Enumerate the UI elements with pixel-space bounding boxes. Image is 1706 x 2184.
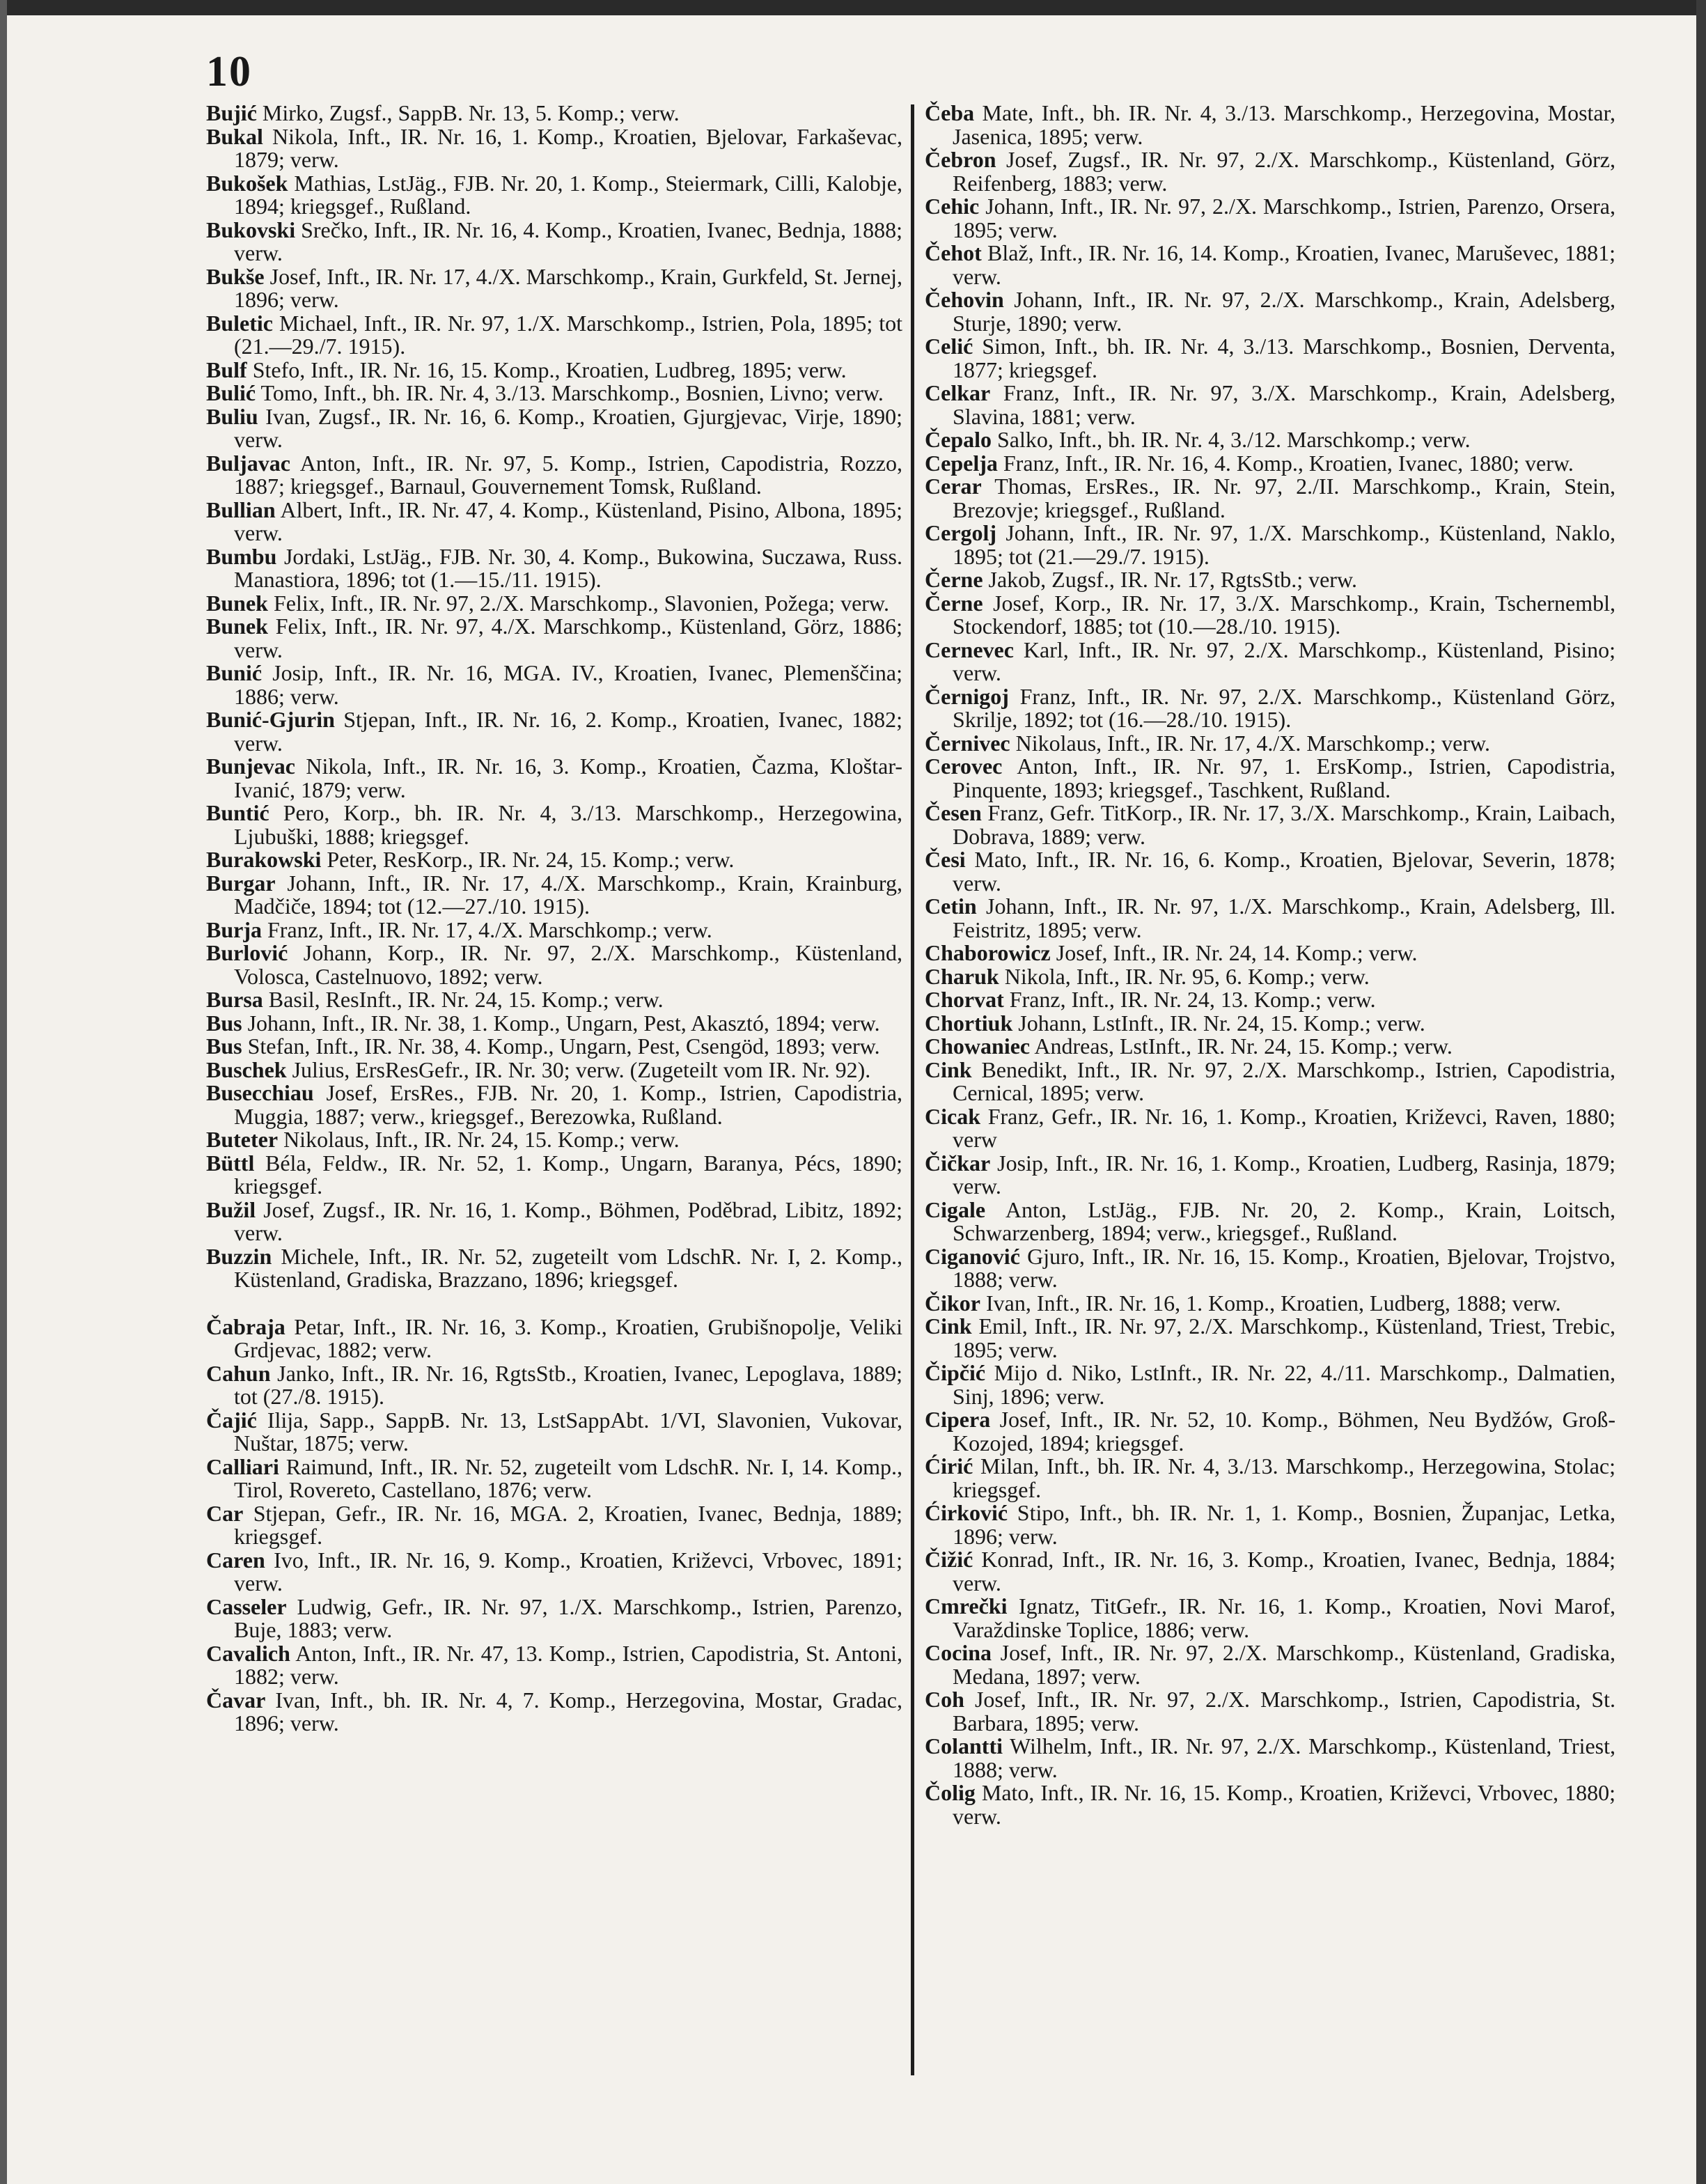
entry-details: Mato, Inft., IR. Nr. 16, 15. Komp., Kroatien, Križevci, Vrbovec, 1880; verw. bbox=[953, 1780, 1616, 1829]
entry-surname: Bužil bbox=[206, 1196, 256, 1222]
register-entry bbox=[925, 1292, 1615, 1316]
register-entry bbox=[925, 802, 1615, 848]
entry-surname: Cahun bbox=[206, 1360, 271, 1386]
entry-surname: Cernevec bbox=[925, 637, 1014, 662]
register-entry bbox=[925, 1502, 1615, 1548]
scan-edge-left bbox=[0, 0, 7, 2184]
register-entry bbox=[925, 1548, 1615, 1595]
register-entry bbox=[925, 1056, 1616, 1105]
entry-details: Stefan, Inft., IR. Nr. 38, 4. Komp., Ungarn, Pest, Csengöd, 1893; verw. bbox=[247, 1034, 880, 1059]
entry-surname: Cipera bbox=[925, 1407, 991, 1432]
entry-surname: Busecchiau bbox=[206, 1080, 314, 1105]
entry-details: Benedikt, Inft., IR. Nr. 97, 2./X. Marschkomp., Istrien, Capodistria, Cernical, 1895; verw. bbox=[953, 1056, 1616, 1105]
register-entry bbox=[206, 1549, 902, 1596]
register-entry bbox=[925, 1035, 1615, 1059]
register-entry bbox=[925, 102, 1615, 148]
entry-details: Mirko, Zugsf., SappB. Nr. 13, 5. Komp.; verw. bbox=[262, 100, 680, 125]
entry-details: Petar, Inft., IR. Nr. 16, 3. Komp., Kroatien, Grubišnopolje, Veliki Grdjevac, 1882; verw. bbox=[234, 1313, 903, 1362]
entry-details: Ignatz, TitGefr., IR. Nr. 16, 1. Komp., Kroatien, Novi Marof, Varaždinske Toplice, 1886; verw. bbox=[953, 1593, 1615, 1642]
entry-surname: Čižić bbox=[925, 1547, 973, 1572]
entry-details: Jordaki, LstJäg., FJB. Nr. 30, 4. Komp., Bukowina, Suczawa, Russ. Manastiora, 1896; tot (1.—15./11. 1915). bbox=[234, 543, 903, 592]
register-entry bbox=[925, 1315, 1615, 1362]
entry-surname: Bumbu bbox=[206, 543, 277, 569]
entry-surname: Buteter bbox=[206, 1127, 279, 1152]
entry-surname: Černigoj bbox=[925, 683, 1009, 709]
page-number: 10 bbox=[206, 48, 252, 95]
entry-details: Franz, Inft., IR. Nr. 97, 3./X. Marschkomp., Krain, Adelsberg, Slavina, 1881; verw. bbox=[953, 380, 1616, 429]
entry-surname: Cocina bbox=[925, 1640, 992, 1665]
register-entry bbox=[925, 428, 1615, 452]
entry-details: Ivan, Inft., bh. IR. Nr. 4, 7. Komp., Herzegovina, Mostar, Gradac, 1896; verw. bbox=[234, 1687, 903, 1736]
entry-surname: Burja bbox=[206, 916, 262, 942]
register-entry bbox=[206, 219, 902, 265]
entry-details: Wilhelm, Inft., IR. Nr. 97, 2./X. Marschkomp., Küstenland, Triest, 1888; verw. bbox=[953, 1733, 1616, 1782]
entry-details: Ivan, Inft., IR. Nr. 16, 1. Komp., Kroatien, Ludberg, 1888; verw. bbox=[986, 1290, 1561, 1316]
register-entry bbox=[925, 685, 1615, 732]
entry-details: Simon, Inft., bh. IR. Nr. 4, 3./13. Marschkomp., Bosnien, Derventa, 1877; kriegsgef. bbox=[953, 334, 1616, 382]
entry-surname: Česi bbox=[925, 847, 966, 872]
entry-surname: Casseler bbox=[206, 1593, 287, 1619]
entry-details: Josip, Inft., IR. Nr. 16, 1. Komp., Kroatien, Ludberg, Rasinja, 1879; verw. bbox=[953, 1150, 1615, 1199]
entry-surname: Buschek bbox=[206, 1056, 287, 1082]
register-entry bbox=[206, 662, 902, 708]
register-entry bbox=[925, 382, 1615, 428]
register-entry bbox=[925, 1408, 1615, 1455]
entry-details: Anton, Inft., IR. Nr. 97, 1. ErsKomp., Istrien, Capodistria, Pinquente, 1893; kriegsgef., Taschkent, Rußland. bbox=[953, 754, 1616, 802]
entry-surname: Česen bbox=[925, 800, 982, 825]
entry-details: Janko, Inft., IR. Nr. 16, RgtsStb., Kroatien, Ivanec, Lepoglava, 1889; tot (27./8. 1915). bbox=[234, 1360, 903, 1409]
register-entry bbox=[206, 916, 902, 942]
entry-surname: Celić bbox=[925, 334, 973, 359]
entry-surname: Čipčić bbox=[925, 1360, 986, 1385]
entry-surname: Cink bbox=[925, 1056, 972, 1082]
register-entry bbox=[206, 1056, 902, 1082]
entry-surname: Černivec bbox=[925, 730, 1010, 756]
entry-surname: Cicak bbox=[925, 1103, 980, 1129]
entry-details: Josef, Inft., IR. Nr. 24, 14. Komp.; verw. bbox=[1056, 940, 1418, 965]
entry-surname: Cehic bbox=[925, 194, 980, 219]
entry-surname: Bulić bbox=[206, 380, 256, 405]
entry-details: Nikola, Inft., IR. Nr. 16, 3. Komp., Kroatien, Čazma, Kloštar-Ivanić, 1879; verw. bbox=[234, 754, 903, 802]
entry-surname: Burgar bbox=[206, 870, 276, 896]
register-entry bbox=[925, 1196, 1616, 1245]
entry-surname: Čolig bbox=[925, 1780, 976, 1805]
entry-surname: Burlović bbox=[206, 940, 288, 965]
register-entry bbox=[206, 592, 902, 616]
entry-details: Franz, Gefr., IR. Nr. 16, 1. Komp., Kroatien, Križevci, Raven, 1880; verw bbox=[953, 1103, 1616, 1152]
register-entry bbox=[925, 988, 1615, 1012]
entry-details: Josef, Inft., IR. Nr. 97, 2./X. Marschkomp., Istrien, Capodistria, St. Barbara, 1895; verw. bbox=[953, 1687, 1616, 1736]
entry-details: Stefo, Inft., IR. Nr. 16, 15. Komp., Kroatien, Ludbreg, 1895; verw. bbox=[252, 357, 847, 382]
entry-details: Josef, Inft., IR. Nr. 97, 2./X. Marschkomp., Küstenland, Gradiska, Medana, 1897; verw. bbox=[953, 1640, 1615, 1689]
register-entry bbox=[925, 288, 1615, 335]
register-entry bbox=[206, 125, 902, 172]
entry-surname: Calliari bbox=[206, 1453, 279, 1479]
register-entry bbox=[925, 1105, 1615, 1152]
entry-details: Felix, Inft., IR. Nr. 97, 4./X. Marschkomp., Küstenland, Görz, 1886; verw. bbox=[234, 614, 903, 662]
entry-details: Tomo, Inft., bh. IR. Nr. 4, 3./13. Marschkomp., Bosnien, Livno; verw. bbox=[260, 380, 884, 405]
register-entry bbox=[206, 382, 902, 405]
register-entry bbox=[925, 1641, 1615, 1688]
entry-details: Konrad, Inft., IR. Nr. 16, 3. Komp., Kroatien, Ivanec, Bednja, 1884; verw. bbox=[953, 1547, 1616, 1596]
entry-details: Franz, Inft., IR. Nr. 97, 2./X. Marschkomp., Küstenland Görz, Skrilje, 1892; tot (16.—28./10. 1915). bbox=[953, 683, 1616, 732]
register-entry bbox=[206, 102, 902, 125]
entry-details: Jakob, Zugsf., IR. Nr. 17, RgtsStb.; verw. bbox=[988, 567, 1357, 592]
right-column bbox=[925, 102, 1615, 1828]
register-entry bbox=[925, 1781, 1615, 1828]
entry-details: Ivan, Zugsf., IR. Nr. 16, 6. Komp., Kroatien, Gjurgjevac, Virje, 1890; verw. bbox=[234, 403, 903, 452]
entry-surname: Büttl bbox=[206, 1150, 255, 1176]
entry-surname: Bunjevac bbox=[206, 754, 295, 779]
entry-surname: Car bbox=[206, 1500, 244, 1526]
entry-surname: Bunić bbox=[206, 660, 263, 685]
entry-details: Johann, Inft., IR. Nr. 38, 1. Komp., Ungarn, Pest, Akasztó, 1894; verw. bbox=[247, 1010, 880, 1036]
entry-surname: Čeba bbox=[925, 100, 975, 125]
entry-details: Pero, Korp., bh. IR. Nr. 4, 3./13. Marschkomp., Herzegowina, Ljubuški, 1888; kriegsgef. bbox=[234, 800, 902, 849]
entry-surname: Cavalich bbox=[206, 1640, 290, 1666]
register-entry bbox=[206, 1453, 903, 1502]
register-entry bbox=[925, 1735, 1615, 1781]
register-entry bbox=[925, 732, 1615, 756]
register-entry bbox=[206, 405, 902, 452]
entry-details: Peter, ResKorp., IR. Nr. 24, 15. Komp.; verw. bbox=[327, 847, 735, 872]
entry-details: Stjepan, Inft., IR. Nr. 16, 2. Komp., Kroatien, Ivanec, 1882; verw. bbox=[234, 707, 903, 756]
register-entry bbox=[206, 499, 902, 545]
register-entry bbox=[206, 1128, 902, 1152]
entry-surname: Čikor bbox=[925, 1290, 980, 1316]
entry-surname: Buljavac bbox=[206, 450, 290, 476]
entry-surname: Bunek bbox=[206, 614, 268, 639]
register-entry bbox=[925, 242, 1615, 288]
entry-details: Ludwig, Gefr., IR. Nr. 97, 1./X. Marschkomp., Istrien, Parenzo, Buje, 1883; verw. bbox=[234, 1593, 903, 1642]
register-entry bbox=[925, 895, 1615, 942]
entry-surname: Buntić bbox=[206, 800, 269, 825]
entry-details: Basil, ResInft., IR. Nr. 24, 15. Komp.; verw. bbox=[268, 987, 664, 1012]
entry-surname: Ciganović bbox=[925, 1243, 1020, 1269]
register-entry bbox=[925, 755, 1615, 802]
entry-details: Andreas, LstInft., IR. Nr. 24, 15. Komp.; verw. bbox=[1034, 1034, 1453, 1059]
entry-details: Franz, Inft., IR. Nr. 24, 13. Komp.; verw. bbox=[1009, 987, 1376, 1012]
entry-surname: Bus bbox=[206, 1034, 242, 1059]
section-gap bbox=[206, 1292, 902, 1316]
entry-surname: Bujić bbox=[206, 100, 257, 125]
register-entry bbox=[206, 1409, 902, 1456]
entry-details: Franz, Inft., IR. Nr. 17, 4./X. Marschkomp.; verw. bbox=[267, 916, 712, 942]
entry-details: Mathias, LstJäg., FJB. Nr. 20, 1. Komp., Steiermark, Cilli, Kalobje, 1894; kriegsgef., Rußland. bbox=[234, 170, 903, 219]
entry-details: Josef, Zugsf., IR. Nr. 97, 2./X. Marschkomp., Küstenland, Görz, Reifenberg, 1883; verw. bbox=[953, 147, 1616, 196]
register-entry bbox=[206, 755, 902, 802]
entry-details: Blaž, Inft., IR. Nr. 16, 14. Komp., Kroatien, Ivanec, Maruševec, 1881; verw. bbox=[953, 240, 1616, 289]
register-entry bbox=[925, 522, 1615, 568]
entry-details: Nikola, Inft., IR. Nr. 16, 1. Komp., Kroatien, Bjelovar, Farkaševac, 1879; verw. bbox=[234, 123, 903, 172]
entry-details: Johann, Inft., IR. Nr. 97, 2./X. Marschkomp., Krain, Adelsberg, Sturje, 1890; verw. bbox=[953, 287, 1616, 336]
entry-details: Albert, Inft., IR. Nr. 47, 4. Komp., Küstenland, Pisino, Albona, 1895; verw. bbox=[234, 497, 903, 545]
entry-details: Nikolaus, Inft., IR. Nr. 24, 15. Komp.; verw. bbox=[283, 1127, 680, 1152]
entry-surname: Bursa bbox=[206, 987, 263, 1012]
entry-details: Johann, Inft., IR. Nr. 97, 1./X. Marschkomp., Krain, Adelsberg, Ill. Feistritz, 1895; verw. bbox=[953, 894, 1616, 942]
entry-details: Michael, Inft., IR. Nr. 97, 1./X. Marschkomp., Istrien, Pola, 1895; tot (21.—29./7. 1915). bbox=[234, 310, 903, 359]
entry-details: Salko, Inft., bh. IR. Nr. 4, 3./12. Marschkomp.; verw. bbox=[997, 427, 1471, 452]
entry-details: Mato, Inft., IR. Nr. 16, 6. Komp., Kroatien, Bjelovar, Severin, 1878; verw. bbox=[953, 847, 1616, 896]
entry-surname: Cerovec bbox=[925, 754, 1003, 779]
entry-surname: Coh bbox=[925, 1687, 964, 1712]
entry-details: Stipo, Inft., bh. IR. Nr. 1, 1. Komp., Bosnien, Županjac, Letka, 1896; verw. bbox=[953, 1500, 1616, 1549]
entry-details: Josef, ErsRes., FJB. Nr. 20, 1. Komp., Istrien, Capodistria, Muggia, 1887; verw., kriegsgef., Berezowka, Rußland. bbox=[234, 1080, 903, 1129]
register-entry bbox=[206, 1642, 902, 1689]
register-entry bbox=[206, 802, 902, 848]
entry-details: Josip, Inft., IR. Nr. 16, MGA. IV., Kroatien, Ivanec, Plemenščina; 1886; verw. bbox=[234, 660, 903, 709]
entry-details: Mate, Inft., bh. IR. Nr. 4, 3./13. Marschkomp., Herzegovina, Mostar, Jasenica, 1895; verw. bbox=[953, 100, 1616, 149]
register-entry bbox=[206, 452, 902, 499]
entry-surname: Ćirić bbox=[925, 1453, 973, 1479]
entry-details: Emil, Inft., IR. Nr. 97, 2./X. Marschkomp., Küstenland, Triest, Trebic, 1895; verw. bbox=[953, 1313, 1616, 1362]
entry-surname: Černe bbox=[925, 567, 983, 592]
entry-details: Ivo, Inft., IR. Nr. 16, 9. Komp., Kroatien, Križevci, Vrbovec, 1891; verw. bbox=[234, 1547, 903, 1596]
register-entry bbox=[925, 452, 1615, 476]
register-entry bbox=[925, 335, 1615, 382]
entry-details: Julius, ErsResGefr., IR. Nr. 30; verw. (Zugeteilt vom IR. Nr. 92). bbox=[292, 1056, 871, 1082]
register-entry bbox=[206, 1012, 902, 1036]
entry-details: Josef, Korp., IR. Nr. 17, 3./X. Marschkomp., Krain, Tschernembl, Stockendorf, 1885; tot (10.—28./10. 1915). bbox=[953, 590, 1616, 639]
entry-surname: Čepalo bbox=[925, 427, 992, 452]
register-entry bbox=[206, 1313, 903, 1362]
entry-details: Josef, Zugsf., IR. Nr. 16, 1. Komp., Böhmen, Poděbrad, Libitz, 1892; verw. bbox=[234, 1196, 903, 1245]
register-entry bbox=[925, 639, 1615, 685]
entry-surname: Chaborowicz bbox=[925, 940, 1051, 965]
entry-details: Ilija, Sapp., SappB. Nr. 13, LstSappAbt. 1/VI, Slavonien, Vukovar, Nuštar, 1875; verw. bbox=[234, 1407, 903, 1456]
entry-surname: Bukošek bbox=[206, 170, 288, 196]
register-entry bbox=[925, 1152, 1615, 1199]
entry-surname: Buletic bbox=[206, 310, 273, 336]
entry-details: Johann, Inft., IR. Nr. 17, 4./X. Marschkomp., Krain, Krainburg, Madčiče, 1894; tot (12.—27./10. 1915). bbox=[234, 870, 903, 919]
entry-details: Josef, Inft., IR. Nr. 52, 10. Komp., Böhmen, Neu Bydžów, Groß-Kozojed, 1894; kriegsgef. bbox=[953, 1407, 1616, 1456]
left-column bbox=[206, 102, 902, 1736]
entry-surname: Čehovin bbox=[925, 287, 1004, 312]
entry-details: Thomas, ErsRes., IR. Nr. 97, 2./II. Marschkomp., Krain, Stein, Brezovje; kriegsgef., Rußland. bbox=[953, 474, 1616, 522]
entry-surname: Čičkar bbox=[925, 1150, 991, 1176]
entry-surname: Caren bbox=[206, 1547, 265, 1573]
register-entry bbox=[925, 592, 1615, 639]
entry-details: Karl, Inft., IR. Nr. 97, 2./X. Marschkomp., Küstenland, Pisino; verw. bbox=[953, 637, 1616, 685]
entry-surname: Cergolj bbox=[925, 520, 997, 545]
entry-surname: Cerar bbox=[925, 474, 982, 499]
entry-surname: Čavar bbox=[206, 1687, 266, 1713]
register-entry bbox=[925, 568, 1615, 592]
scan-edge-top bbox=[0, 0, 1706, 15]
entry-surname: Bunek bbox=[206, 590, 268, 616]
entry-surname: Ćirković bbox=[925, 1500, 1008, 1525]
entry-surname: Bunić-Gjurin bbox=[206, 707, 335, 732]
entry-surname: Chowaniec bbox=[925, 1034, 1031, 1059]
entry-surname: Čehot bbox=[925, 240, 982, 265]
entry-surname: Cmrečki bbox=[925, 1593, 1008, 1618]
register-entry bbox=[206, 1362, 902, 1409]
register-entry bbox=[925, 148, 1615, 195]
entry-details: Johann, Inft., IR. Nr. 97, 1./X. Marschkomp., Küstenland, Naklo, 1895; tot (21.—29./7. 1915). bbox=[953, 520, 1616, 569]
register-entry bbox=[206, 1082, 902, 1128]
entry-details: Nikolaus, Inft., IR. Nr. 17, 4./X. Marschkomp.; verw. bbox=[1015, 730, 1490, 756]
register-entry bbox=[206, 312, 902, 359]
register-entry bbox=[925, 1455, 1615, 1502]
entry-details: Srečko, Inft., IR. Nr. 16, 4. Komp., Kroatien, Ivanec, Bednja, 1888; verw. bbox=[234, 217, 903, 265]
entry-surname: Černe bbox=[925, 590, 983, 616]
entry-surname: Buzzin bbox=[206, 1243, 272, 1269]
entry-details: Franz, Inft., IR. Nr. 16, 4. Komp., Kroatien, Ivanec, 1880; verw. bbox=[1003, 450, 1574, 476]
entry-surname: Colantti bbox=[925, 1733, 1003, 1758]
entry-surname: Bukovski bbox=[206, 217, 296, 242]
register-entry bbox=[206, 848, 902, 872]
entry-details: Anton, LstJäg., FJB. Nr. 20, 2. Komp., Krain, Loitsch, Schwarzenberg, 1894; verw., kriegsgef., Rußland. bbox=[953, 1196, 1616, 1245]
register-entry bbox=[206, 1502, 902, 1549]
register-entry bbox=[925, 1362, 1615, 1408]
register-entry bbox=[206, 988, 902, 1012]
entry-surname: Buliu bbox=[206, 403, 258, 429]
entry-surname: Burakowski bbox=[206, 847, 322, 872]
register-entry bbox=[206, 359, 902, 382]
entry-details: Mijo d. Niko, LstInft., IR. Nr. 22, 4./11. Marschkomp., Dalmatien, Sinj, 1896; verw. bbox=[953, 1360, 1616, 1409]
entry-surname: Bulf bbox=[206, 357, 247, 382]
register-entry bbox=[206, 545, 902, 592]
entry-details: Michele, Inft., IR. Nr. 52, zugeteilt vom LdschR. Nr. I, 2. Komp., Küstenland, Gradiska, Brazzano, 1896; kriegsgef. bbox=[234, 1243, 903, 1292]
register-entry bbox=[925, 475, 1615, 522]
entry-details: Johann, Korp., IR. Nr. 97, 2./X. Marschkomp., Küstenland, Volosca, Castelnuovo, 1892; verw. bbox=[234, 940, 903, 989]
register-entry bbox=[925, 848, 1615, 895]
register-entry bbox=[206, 1152, 902, 1199]
entry-details: Raimund, Inft., IR. Nr. 52, zugeteilt vom LdschR. Nr. I, 14. Komp., Tirol, Rovereto, Castellano, 1876; verw. bbox=[234, 1453, 903, 1502]
register-entry bbox=[925, 1245, 1615, 1292]
entry-details: Nikola, Inft., IR. Nr. 95, 6. Komp.; verw. bbox=[1004, 963, 1370, 989]
entry-details: Anton, Inft., IR. Nr. 97, 5. Komp., Istrien, Capodistria, Rozzo, 1887; kriegsgef., Barnaul, Gouvernement Tomsk, Rußland. bbox=[234, 450, 903, 499]
column-divider bbox=[911, 104, 914, 2075]
register-entry bbox=[925, 1012, 1615, 1036]
entry-surname: Bus bbox=[206, 1010, 242, 1036]
entry-surname: Bullian bbox=[206, 497, 276, 522]
entry-surname: Charuk bbox=[925, 963, 999, 989]
register-entry bbox=[925, 942, 1615, 965]
entry-details: Milan, Inft., bh. IR. Nr. 4, 3./13. Marschkomp., Herzegowina, Stolac; kriegsgef. bbox=[953, 1453, 1616, 1502]
entry-surname: Chortiuk bbox=[925, 1010, 1013, 1036]
entry-surname: Cigale bbox=[925, 1196, 986, 1222]
register-entry bbox=[925, 195, 1615, 242]
entry-details: Felix, Inft., IR. Nr. 97, 2./X. Marschkomp., Slavonien, Požega; verw. bbox=[273, 590, 889, 616]
entry-surname: Cink bbox=[925, 1313, 972, 1339]
entry-surname: Bukše bbox=[206, 263, 265, 289]
register-entry bbox=[206, 1196, 903, 1245]
entry-surname: Cetin bbox=[925, 894, 977, 919]
entry-surname: Chorvat bbox=[925, 987, 1004, 1012]
register-entry bbox=[925, 1688, 1615, 1735]
entry-details: Johann, Inft., IR. Nr. 97, 2./X. Marschkomp., Istrien, Parenzo, Orsera, 1895; verw. bbox=[953, 194, 1616, 242]
register-entry bbox=[206, 708, 902, 755]
register-entry bbox=[206, 872, 902, 919]
entry-surname: Čebron bbox=[925, 147, 996, 172]
entry-details: Franz, Gefr. TitKorp., IR. Nr. 17, 3./X. Marschkomp., Krain, Laibach, Dobrava, 1889; verw. bbox=[953, 800, 1616, 849]
register-entry bbox=[206, 172, 902, 219]
entry-details: Josef, Inft., IR. Nr. 17, 4./X. Marschkomp., Krain, Gurkfeld, St. Jernej, 1896; verw. bbox=[234, 263, 903, 312]
entry-surname: Cepelja bbox=[925, 450, 998, 476]
register-entry bbox=[206, 1035, 902, 1059]
entry-details: Johann, LstInft., IR. Nr. 24, 15. Komp.; verw. bbox=[1018, 1010, 1425, 1036]
register-entry bbox=[925, 965, 1615, 989]
entry-details: Gjuro, Inft., IR. Nr. 16, 15. Komp., Kroatien, Bjelovar, Trojstvo, 1888; verw. bbox=[953, 1243, 1615, 1292]
register-entry bbox=[206, 1689, 902, 1736]
register-entry bbox=[206, 1245, 902, 1292]
entry-surname: Celkar bbox=[925, 380, 991, 405]
register-entry bbox=[206, 615, 902, 662]
register-entry bbox=[206, 1593, 903, 1642]
register-entry bbox=[925, 1595, 1615, 1641]
entry-surname: Bukal bbox=[206, 123, 263, 149]
scan-edge-right bbox=[1696, 0, 1706, 2184]
entry-details: Béla, Feldw., IR. Nr. 52, 1. Komp., Ungarn, Baranya, Pécs, 1890; kriegsgef. bbox=[234, 1150, 903, 1199]
entry-details: Anton, Inft., IR. Nr. 47, 13. Komp., Istrien, Capodistria, St. Antoni, 1882; verw. bbox=[234, 1640, 903, 1689]
entry-surname: Čajić bbox=[206, 1407, 257, 1433]
entry-details: Stjepan, Gefr., IR. Nr. 16, MGA. 2, Kroatien, Ivanec, Bednja, 1889; kriegsgef. bbox=[234, 1500, 903, 1549]
entry-surname: Čabraja bbox=[206, 1313, 285, 1339]
register-entry bbox=[206, 265, 902, 312]
register-entry bbox=[206, 942, 902, 988]
